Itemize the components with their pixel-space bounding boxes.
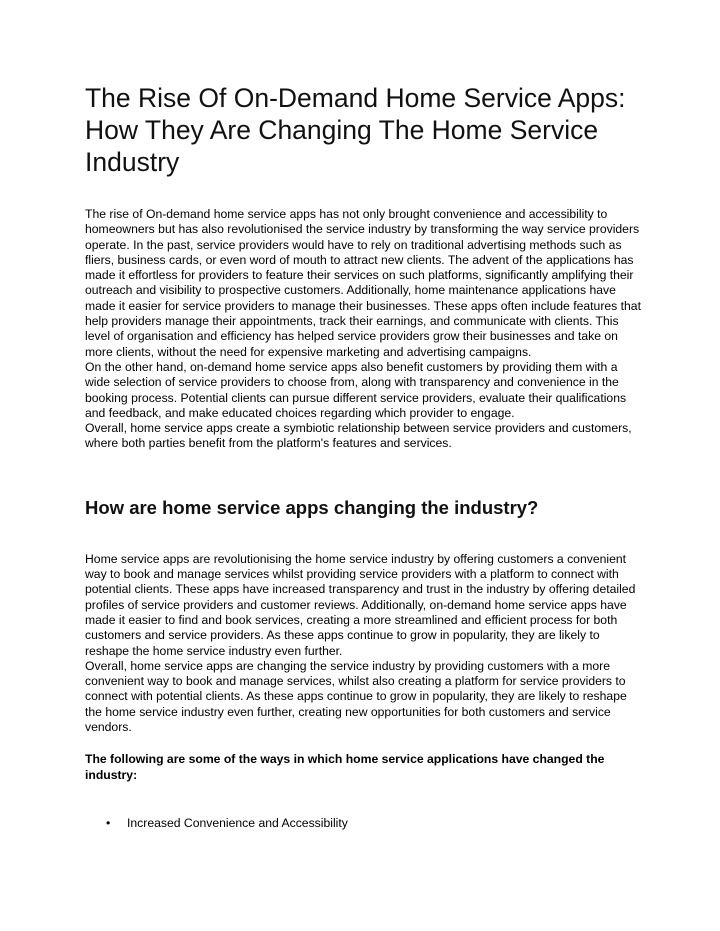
document-page	[85, 82, 645, 831]
section-body	[85, 552, 645, 736]
document-title: The Rise Of On-Demand Home Service Apps: How They Are Changing The Home Service Industry	[85, 83, 626, 177]
intro-section	[85, 207, 645, 452]
section-paragraph: Overall, home service apps are changing the service industry by providing customers with a more convenient way to book and manage services, whilst also creating a platform for service providers to connect with potential clients. As these apps continue to grow in popularity, they are likely to reshape the home service industry even further, creating new opportunities for both customers and service vendors.	[85, 658, 627, 735]
section-heading: How are home service apps changing the industry?	[85, 496, 539, 518]
intro-paragraph: On the other hand, on-demand home service apps also benefit customers by providing them with a wide selection of service providers to choose from, along with transparency and convenience in the booking process. Potential clients can pursue different service providers, evaluate their qualifications and feedback, and make educated choices regarding which provider to engage.	[85, 359, 627, 420]
intro-paragraph: The rise of On-demand home service apps has not only brought convenience and accessibility to homeowners but has also revolutionised the service industry by transforming the way service providers operate. In the past, service providers would have to rely on traditional advertising methods such as fliers, business cards, or even word of mouth to attract new clients. The advent of the applications has made it effortless for providers to feature their services on such platforms, significantly amplifying their outreach and visibility to prospective customers. Additionally, home maintenance applications have made it easier for service providers to manage their businesses. These apps often include features that help providers manage their appointments, track their earnings, and communicate with clients. This level of organisation and efficiency has helped service providers grow their businesses and take on more clients, without the need for expensive marketing and advertising campaigns.	[85, 207, 641, 359]
list-item-label: Increased Convenience and Accessibility	[127, 815, 348, 830]
list-item	[85, 816, 645, 831]
intro-paragraph: Overall, home service apps create a symbiotic relationship between service providers and customers, where both parties benefit from the platform's features and services.	[85, 421, 632, 451]
bullet-list	[85, 816, 645, 831]
section-paragraph: Home service apps are revolutionising the home service industry by offering customers a convenient way to book and manage services whilst providing service providers with a platform to connect with potential clients. These apps have increased transparency and trust in the industry by offering detailed profiles of service providers and customer reviews. Additionally, on-demand home service apps have made it easier to find and book services, creating a more streamlined and efficient process for both customers and service providers. As these apps continue to grow in popularity, they are likely to reshape the home service industry even further.	[85, 551, 636, 658]
ways-heading: The following are some of the ways in which home service applications have changed the industry:	[85, 752, 605, 782]
bullet-icon: •	[106, 815, 111, 830]
